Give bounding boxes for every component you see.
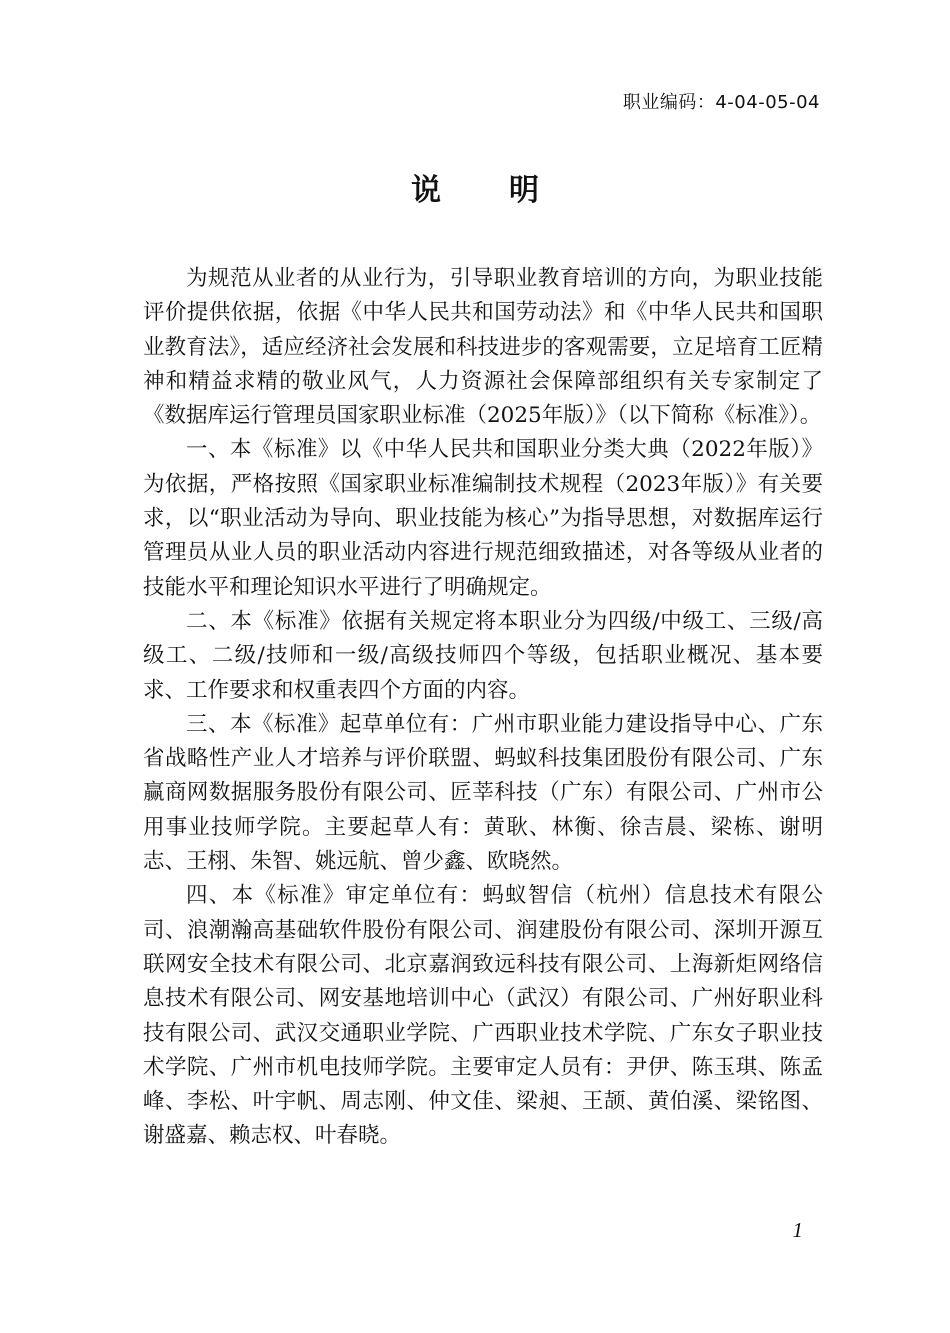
paragraph-review-units: 四、本《标准》审定单位有：蚂蚁智信（杭州）信息技术有限公司、浪潮瀚高基础软件股份有限公司、润建股份有限公司、深圳开源互联网安全技术有限公司、北京嘉润致远科技有限公司、上海新炬网络信息技术有限公司、网安基地培训中心（武汉）有限公司、广州好职业科技有限公司、武汉交通职业学院、广西职业技术学院、广东女子职业技术学院、广州市机电技师学院。主要审定人员有：尹伊、陈玉琪、陈孟峰、李松、叶宇帆、周志刚、仲文佳、梁昶、王颉、黄伯溪、梁铭图、谢盛嘉、赖志权、叶春晓。: [143, 883, 823, 1149]
page-title: 说明: [411, 173, 607, 208]
page-number: 1: [792, 1218, 803, 1242]
paragraph-intro: 为规范从业者的从业行为，引导职业教育培训的方向，为职业技能评价提供依据，依据《中华人民共和国劳动法》和《中华人民共和国职业教育法》，适应经济社会发展和科技进步的客观需要，立足培育工匠精神和精益求精的敬业风气，人力资源社会保障部组织有关专家制定了《数据库运行管理员国家职业标准（2025年版）》（以下简称《标准》）。: [143, 266, 823, 429]
paragraph-levels: 二、本《标准》依据有关规定将本职业分为四级/中级工、三级/高级工、二级/技师和一级/高级技师四个等级，包括职业概况、基本要求、工作要求和权重表四个方面的内容。: [143, 608, 823, 703]
paragraph-basis: 一、本《标准》以《中华人民共和国职业分类大典（2022年版）》为依据，严格按照《国家职业标准编制技术规程（2023年版）》有关要求，以“职业活动为导向、职业技能为核心”为指导思想，对数据库运行管理员从业人员的职业活动内容进行规范细致描述，对各等级从业者的技能水平和理论知识水平进行了明确规定。: [143, 437, 823, 600]
occupation-code: 职业编码：4-04-05-04: [622, 92, 820, 113]
document-body: [143, 262, 823, 1154]
paragraph-drafting-units: 三、本《标准》起草单位有：广州市职业能力建设指导中心、广东省战略性产业人才培养与评价联盟、蚂蚁科技集团股份有限公司、广东赢商网数据服务股份有限公司、匠莘科技（广东）有限公司、广州市公用事业技师学院。主要起草人有：黄耿、林衡、徐吉晨、梁栋、谢明志、王栩、朱智、姚远航、曾少鑫、欧晓然。: [143, 711, 823, 875]
